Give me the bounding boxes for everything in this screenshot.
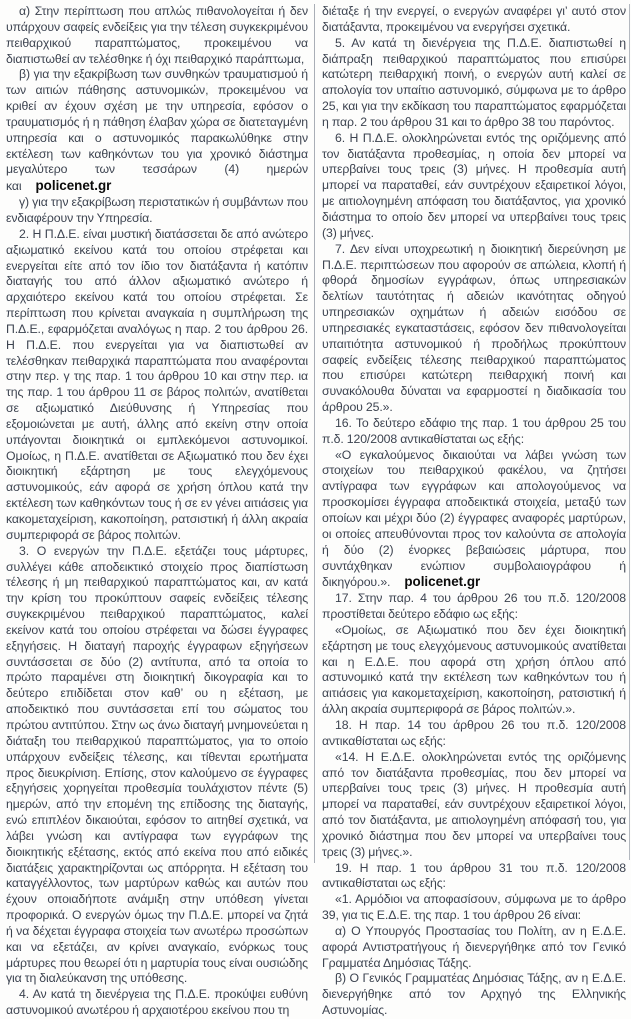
policenet-watermark: policenet.gr <box>35 178 112 194</box>
paragraph <box>322 591 626 623</box>
paragraph-text: 6. Η Π.Δ.Ε. ολοκληρώνεται εντός της οριζόμενης από τον διατάξαντα προθεσμίας, η οποία δεν μπορεί να υπερβαίνει τους τρεις (3) μήνες. Η προθεσμία αυτή μπορεί να παραταθεί, εάν συντρέχουν εξαιρετικοί λόγοι, με αιτιολογημένη απόφαση του διατάξαντος, για χρονικό διάστημα το οποίο δεν μπορεί να υπερβαίνει τους τρεις (3) μήνες. <box>322 130 626 240</box>
paragraph-text: 17. Στην παρ. 4 του άρθρου 26 του π.δ. 120/2008 προστίθεται δεύτερο εδάφιο ως εξής: <box>322 591 626 622</box>
page-edge-rule <box>629 4 630 860</box>
paragraph-text: «1. Αρμόδιοι να αποφασίσουν, σύμφωνα με το άρθρο 39, για τις Ε.Δ.Ε. της παρ. 1 του άρθρου 26 είναι: <box>322 892 626 923</box>
paragraph-text: γ) για την εξακρίβωση περιστατικών ή συμβάντων που ενδιαφέρουν την Υπηρεσία. <box>6 195 308 225</box>
paragraph-text: β) Ο Γενικός Γραμματέας Δημόσιας Τάξης, αν η Ε.Δ.Ε. διενεργήθηκε από τον Αρχηγό της Ελληνικής Αστυνομίας. <box>322 971 626 1018</box>
paragraph-text: β) για την εξακρίβωση των συνθηκών τραυματισμού ή των αιτιών πάθησης αστυνομικών, προκειμένου να κριθεί αν έχουν σχέση με την υπηρεσία, εφόσον ο τραυματισμός ή η πάθηση έλαβαν χώρα σε διατεταγμένη υπηρεσία και ο αστυνομικός παρακωλύθηκε στην εκτέλεση των καθηκόντων του για χρονικό διάστημα μεγαλύτερο των τεσσάρων (4) ημερών και <box>6 67 308 194</box>
paragraph-text: «14. Η Ε.Δ.Ε. ολοκληρώνεται εντός της οριζόμενης από τον διατάξαντα προθεσμίας, που δεν μπορεί να υπερβαίνει τους τρεις (3) μήνες. Η προθεσμία αυτή μπορεί να παραταθεί, εάν συντρέχουν εξαιρετικοί λόγοι, από τον διατάξαντα, με αιτιολογημένη απόφασή του, για χρονικό διάστημα που δεν μπορεί να υπερβαίνει τους τρεις (3) μήνες.». <box>322 749 626 859</box>
policenet-watermark: policenet.gr <box>404 574 481 590</box>
paragraph-text: 5. Αν κατά τη διενέργεια της Π.Δ.Ε. διαπιστωθεί η διάπραξη πειθαρχικού παραπτώματος που επισύρει κατώτερη πειθαρχική ποινή, ο ενεργών αυτή καλεί σε απολογία τον υπαίτιο αστυνομικό, σύμφωνα με το άρθρο 25, και για την εκδίκαση του παραπτώματος εφαρμόζεται η παρ. 2 του άρθρου 31 και το άρθρο 38 του παρόντος. <box>322 35 626 129</box>
paragraph <box>6 544 308 988</box>
paragraph <box>6 195 308 227</box>
paragraph-text: α) Ο Υπουργός Προστασίας του Πολίτη, αν η Ε.Δ.Ε. αφορά Αντιστρατήγους ή διενεργήθηκε από τον Γενικό Γραμματέα Δημόσιας Τάξης. <box>322 923 626 970</box>
paragraph-text: 16. Το δεύτερο εδάφιο της παρ. 1 του άρθρου 25 του π.δ. 120/2008 αντικαθίσταται ως εξής: <box>322 415 626 446</box>
paragraph <box>322 416 626 448</box>
paragraph <box>6 4 308 67</box>
paragraph <box>6 987 308 1019</box>
paragraph-text: 3. Ο ενεργών την Π.Δ.Ε. εξετάζει τους μάρτυρες, συλλέγει κάθε αποδεικτικό στοιχείο προς διαπίστωση τέλεσης ή μη πειθαρχικού παραπτώματος και, αν κατά την κρίση του προκύπτουν σαφείς ενδείξεις τέλεσης συγκεκριμένου πειθαρχικού παραπτώματος, καλεί εκείνον κατά του οποίου στρέφεται να δώσει έγγραφες εξηγήσεις. Η διαταγή παροχής έγγραφων εξηγήσεων συντάσσεται σε δύο (2) αντίτυπα, από τα οποία το πρώτο παραμένει στη διοικητική δικογραφία και το δεύτερο επιδίδεται στον καθ’ ου η εξέταση, με αποδεικτικό που συντάσσεται επί του σώματος του πρώτου αντιτύπου. Στην ως άνω διαταγή μνημονεύεται η διάταξη του πειθαρχικού παραπτώματος, για το οποίο υπάρχουν ενδείξεις τέλεσης, και τίθενται ερωτήματα προς διευκρίνιση. Επίσης, στον καλούμενο σε έγγραφες εξηγήσεις χορηγείται προθεσμία τουλάχιστον πέντε (5) ημερών, από την επομένη της επίδοσης της διαταγής, ενώ επιπλέον δικαιούται, εφόσον το αιτηθεί σχετικά, να λάβει γνώση και αντίγραφα των εγγράφων της διοικητικής εξέτασης, εκτός από εκείνα που από ειδικές διατάξεις χαρακτηρίζονται ως απόρρητα. Η εξέταση του καταγγέλλοντος, των μαρτύρων καθώς και αυτών που έχουν οποιαδήποτε ανάμιξη στην υπόθεση γίνεται προφορικά. Ο ενεργών όμως την Π.Δ.Ε. μπορεί να ζητά ή να δέχεται έγγραφα στοιχεία των ανωτέρω προσώπων και να εξετάζει, αν κρίνει αναγκαίο, ενόρκως τους μάρτυρες που θεωρεί ότι η μαρτυρία τους είναι ουσιώδης για τη διαλεύκανση της υπόθεσης. <box>6 543 308 986</box>
paragraph <box>322 971 626 1019</box>
paragraph <box>6 227 308 544</box>
paragraph-text: 2. Η Π.Δ.Ε. είναι μυστική διατάσσεται δε από ανώτερο αξιωματικό εκείνου κατά του οποίου στρέφεται και ενεργείται είτε από τον ίδιο τον διατάξαντα ή κατόπιν διαταγής του από άλλον αξιωματικό ανώτερο ή αρχαιότερο εκείνου κατά του οποίου στρέφεται. Σε περίπτωση που κρίνεται αναγκαία η συμπλήρωση της Π.Δ.Ε., εφαρμόζεται αναλόγως η παρ. 2 του άρθρου 26. Η Π.Δ.Ε. που ενεργείται για να διαπιστωθεί αν τελέσθηκαν πειθαρχικά παραπτώματα που αναφέρονται στην περ. γ της παρ. 1 του άρθρου 10 και στην περ. ια της παρ. 1 του άρθρου 11 σε βάρος πολιτών, ανατίθεται σε αξιωματικό Διεύθυνσης ή Υπηρεσίας που εξομοιώνεται με αυτή, άλλης από εκείνη στην οποία υπάγονται διοικητικά οι εμπλεκόμενοι αστυνομικοί. Ομοίως, η Π.Δ.Ε. ανατίθεται σε Αξιωματικό που δεν έχει διοικητική εξάρτηση με τους ελεγχόμενους αστυνομικούς, εάν αφορά σε χρήση όπλου κατά την εκτέλεση των καθηκόντων τους ή σε εν γένει αιτιάσεις για κακομεταχείριση, κακοποίηση, ρατσιστική ή άλλη ακραία συμπεριφορά σε βάρος πολιτών. <box>6 226 308 542</box>
paragraph <box>322 242 626 416</box>
paragraph <box>322 861 626 893</box>
paragraph <box>6 67 308 195</box>
paragraph-text: «Ο εγκαλούμενος δικαιούται να λάβει γνώση των στοιχείων του πειθαρχικού φακέλου, να ζητήσει αντίγραφα των εγγράφων και απολογούμενος να προσκομίσει έγγραφα αποδεικτικά στοιχεία, μεταξύ των οποίων και μέχρι δύο (2) έγγραφες αναφορές μαρτύρων, οι οποίες απευθύνονται προς τον καλούντα σε απολογία ή δύο (2) ένορκες βεβαιώσεις μάρτυρα, που συντάχθηκαν ενώπιον συμβολαιογράφου ή δικηγόρου.». <box>322 447 626 590</box>
paragraph <box>322 131 626 242</box>
paragraph <box>322 924 626 972</box>
paragraph <box>322 623 626 718</box>
paragraph <box>322 892 626 924</box>
paragraph <box>322 718 626 750</box>
paragraph <box>322 750 626 861</box>
paragraph <box>322 36 626 131</box>
paragraph-text: 18. Η παρ. 14 του άρθρου 26 του π.δ. 120/2008 αντικαθίσταται ως εξής: <box>322 717 626 748</box>
paragraph <box>322 448 626 592</box>
paragraph-text: 4. Αν κατά τη διενέργεια της Π.Δ.Ε. προκύψει ευθύνη αστυνομικού ανωτέρου ή αρχαιοτέρου εκείνου που τη <box>6 987 308 1018</box>
paragraph-text: α) Στην περίπτωση που απλώς πιθανολογείται ή δεν υπάρχουν σαφείς ενδείξεις για την τέλεση συγκεκριμένου πειθαρχικού παραπτώματος, προκειμένου να διαπιστωθεί αν τελέσθηκε ή όχι πειθαρχικό παράπτωμα, <box>6 4 308 66</box>
paragraph-text: «Ομοίως, σε Αξιωματικό που δεν έχει διοικητική εξάρτηση με τους ελεγχόμενους αστυνομικούς ανατίθεται και η Ε.Δ.Ε. που αφορά στη χρήση όπλου από αστυνομικό κατά την εκτέλεση των καθηκόντων του ή αιτιάσεις για κακομεταχείριση, κακοποίηση, ρατσιστική ή άλλη ακραία συμπεριφορά σε βάρος πολιτών.». <box>322 622 626 717</box>
column-divider <box>314 4 315 863</box>
right-column <box>322 4 626 1018</box>
paragraph <box>322 4 626 36</box>
paragraph-text: διέταξε ή την ενεργεί, ο ενεργών αναφέρει γι’ αυτό στον διατάξαντα, προκειμένου να ενεργήσει σχετικά. <box>322 4 626 34</box>
left-column <box>6 4 308 1018</box>
paragraph-text: 7. Δεν είναι υποχρεωτική η διοικητική διερεύνηση με Π.Δ.Ε. περιπτώσεων που αφορούν σε απώλεια, κλοπή ή φθορά δημοσίων εγγράφων, όπως υπηρεσιακών δελτίων ταυτότητας ή αδειών ικανότητας οδηγού υπηρεσιακών οχημάτων ή αδειών εισόδου σε υπηρεσιακές εγκαταστάσεις, εφόσον δεν πιθανολογείται υπαιτιότητα αστυνομικού ή προδήλως προκύπτουν σαφείς ενδείξεις τέλεσης πειθαρχικού παραπτώματος που επισύρει κατώτερη πειθαρχική ποινή και συνακόλουθα δύναται να εφαρμοστεί η διαδικασία του άρθρου 25.». <box>322 241 626 415</box>
paragraph-text: 19. Η παρ. 1 του άρθρου 31 του π.δ. 120/2008 αντικαθίσταται ως εξής: <box>322 860 626 891</box>
